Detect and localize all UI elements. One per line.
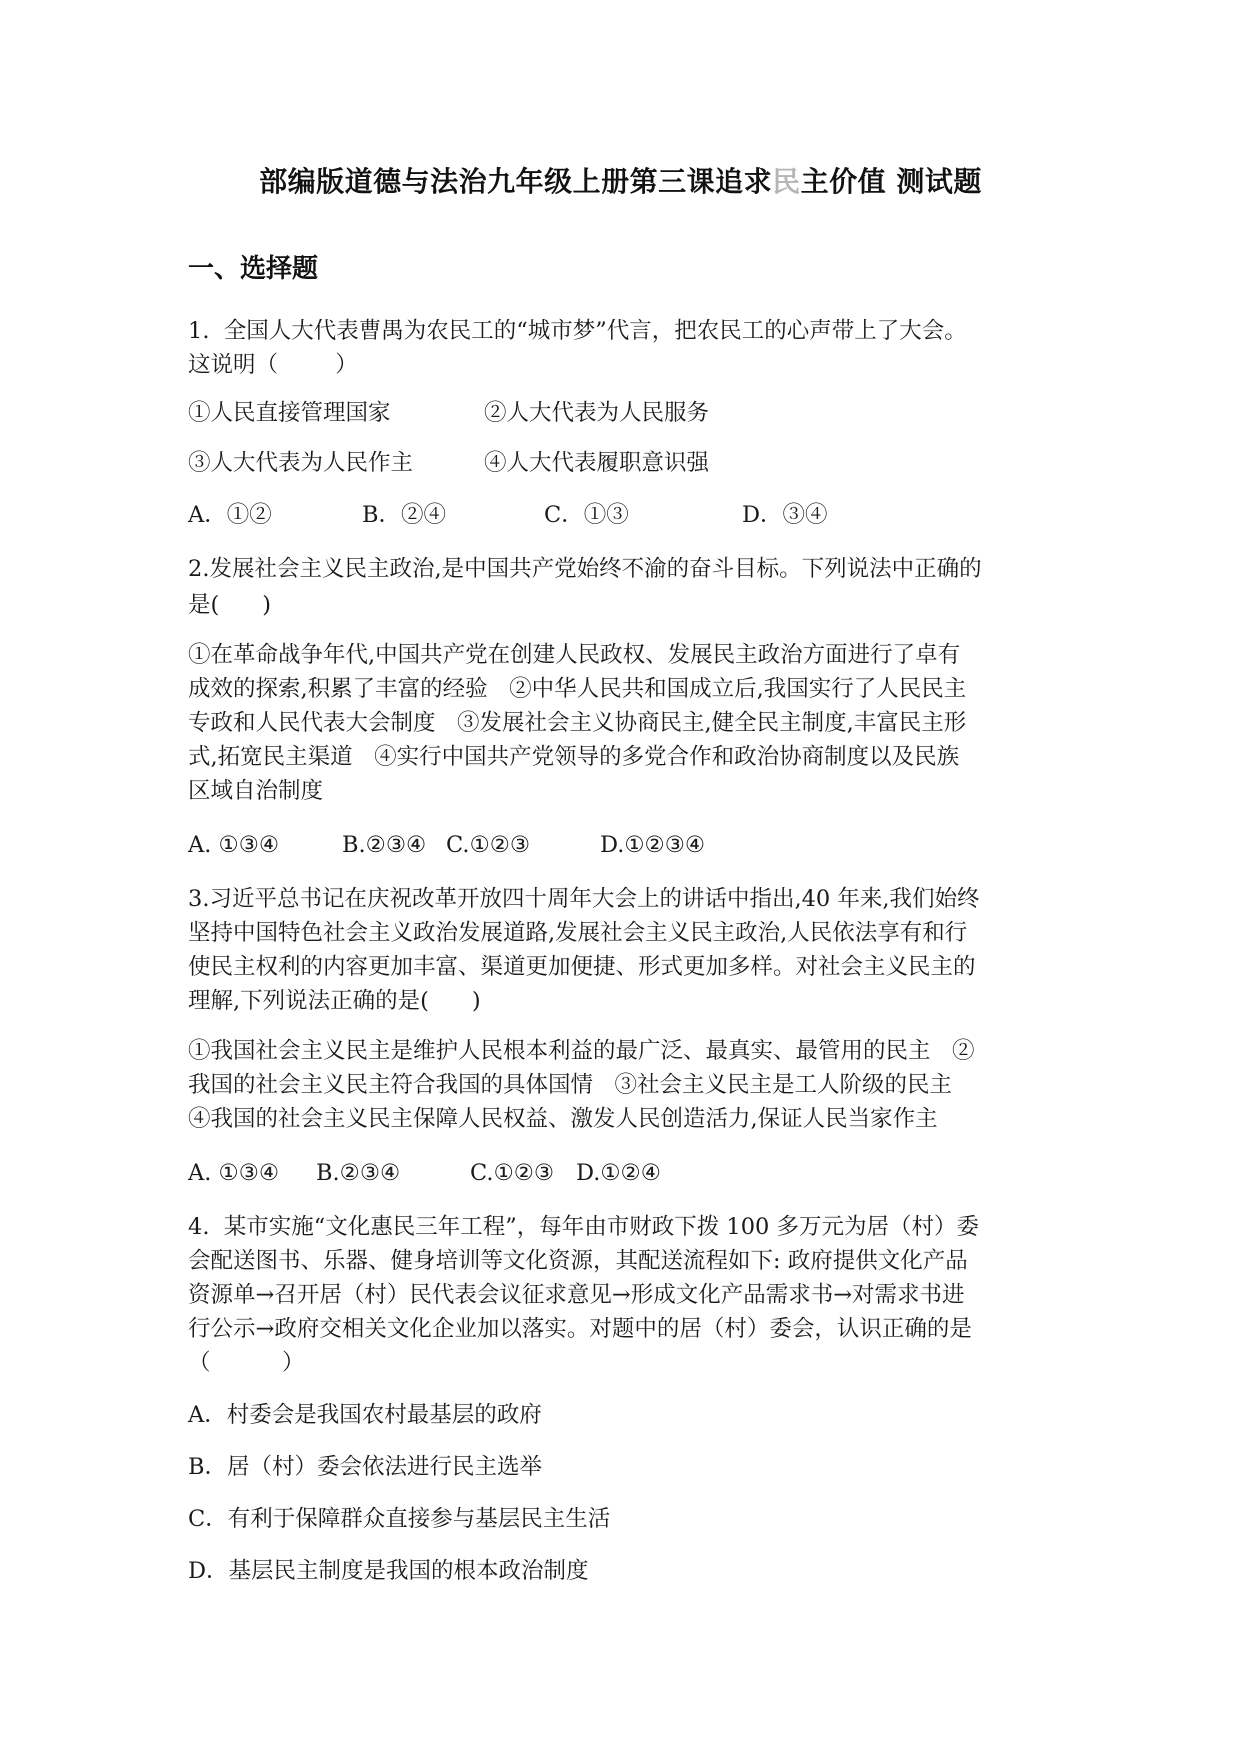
q4-line-5: （ ）	[188, 1350, 305, 1376]
q3-option-b: B.②③④	[316, 1160, 401, 1186]
q2-line-5: 专政和人民代表大会制度 ③发展社会主义协商民主,健全民主制度,丰富民主形	[188, 710, 967, 736]
q4-line-2: 会配送图书、乐器、健身培训等文化资源，其配送流程如下: 政府提供文化产品	[188, 1248, 968, 1274]
q4-line-1: 4. 某市实施“文化惠民三年工程”，每年由市财政下拨 100 多万元为居（村）委	[188, 1214, 980, 1240]
q4-option-a: A．村委会是我国农村最基层的政府	[188, 1402, 542, 1428]
document-title	[0, 160, 1241, 200]
title-part2: 主价值 测试题	[800, 165, 982, 198]
q3-line-1: 3.习近平总书记在庆祝改革开放四十周年大会上的讲话中指出,40 年来,我们始终	[188, 886, 980, 912]
q3-option-d: D.①②④	[576, 1160, 661, 1186]
q1-line-1: 1. 全国人大代表曹禺为农民工的“城市梦”代言，把农民工的心声带上了大会。	[188, 318, 967, 344]
q1-option-d: D．③④	[742, 502, 828, 528]
q3-option-a: A. ①③④	[188, 1160, 280, 1186]
q1-statement-1: ①人民直接管理国家	[188, 400, 391, 426]
q3-line-5: ①我国社会主义民主是维护人民根本利益的最广泛、最真实、最管用的民主 ②	[188, 1038, 975, 1064]
q1-statement-4: ④人大代表履职意识强	[484, 450, 710, 476]
q2-line-3: ①在革命战争年代,中国共产党在创建人民政权、发展民主政治方面进行了卓有	[188, 642, 961, 668]
q2-line-2: 是( )	[188, 592, 271, 618]
q3-line-4: 理解,下列说法正确的是( )	[188, 988, 481, 1014]
q1-statement-2: ②人大代表为人民服务	[484, 400, 710, 426]
q1-option-b: B．②④	[362, 502, 447, 528]
q2-line-4: 成效的探索,积累了丰富的经验 ②中华人民共和国成立后,我国实行了人民民主	[188, 676, 967, 702]
q2-option-d: D.①②③④	[600, 832, 706, 858]
q3-line-6: 我国的社会主义民主符合我国的具体国情 ③社会主义民主是工人阶级的民主	[188, 1072, 952, 1098]
q2-option-a: A. ①③④	[188, 832, 280, 858]
q4-line-3: 资源单→召开居（村）民代表会议征求意见→形成文化产品需求书→对需求书进	[188, 1282, 965, 1308]
q1-statement-3: ③人大代表为人民作主	[188, 450, 414, 476]
title-faded-char: 民	[772, 165, 801, 198]
q1-option-c: C．①③	[544, 502, 629, 528]
q3-line-3: 使民主权利的内容更加丰富、渠道更加便捷、形式更加多样。对社会主义民主的	[188, 954, 976, 980]
q2-line-6: 式,拓宽民主渠道 ④实行中国共产党领导的多党合作和政治协商制度以及民族	[188, 744, 960, 770]
q4-option-d: D．基层民主制度是我国的根本政治制度	[188, 1558, 589, 1584]
q2-line-1: 2.发展社会主义民主政治,是中国共产党始终不渝的奋斗目标。下列说法中正确的	[188, 556, 982, 582]
section-heading: 一、选择题	[188, 254, 319, 284]
q4-line-4: 行公示→政府交相关文化企业加以落实。对题中的居（村）委会，认识正确的是	[188, 1316, 972, 1342]
q3-option-c: C.①②③	[470, 1160, 555, 1186]
q3-line-2: 坚持中国特色社会主义政治发展道路,发展社会主义民主政治,人民依法享有和行	[188, 920, 968, 946]
q3-line-7: ④我国的社会主义民主保障人民权益、激发人民创造活力,保证人民当家作主	[188, 1106, 938, 1132]
q2-line-7: 区域自治制度	[188, 778, 324, 804]
q4-option-b: B．居（村）委会依法进行民主选举	[188, 1454, 543, 1480]
q2-option-c: C.①②③	[446, 832, 531, 858]
q1-line-2: 这说明（ ）	[188, 352, 358, 378]
q4-option-c: C．有利于保障群众直接参与基层民主生活	[188, 1506, 611, 1532]
title-part1: 部编版道德与法治九年级上册第三课追求	[259, 165, 773, 198]
q1-option-a: A．①②	[188, 502, 272, 528]
q2-option-b: B.②③④	[342, 832, 427, 858]
